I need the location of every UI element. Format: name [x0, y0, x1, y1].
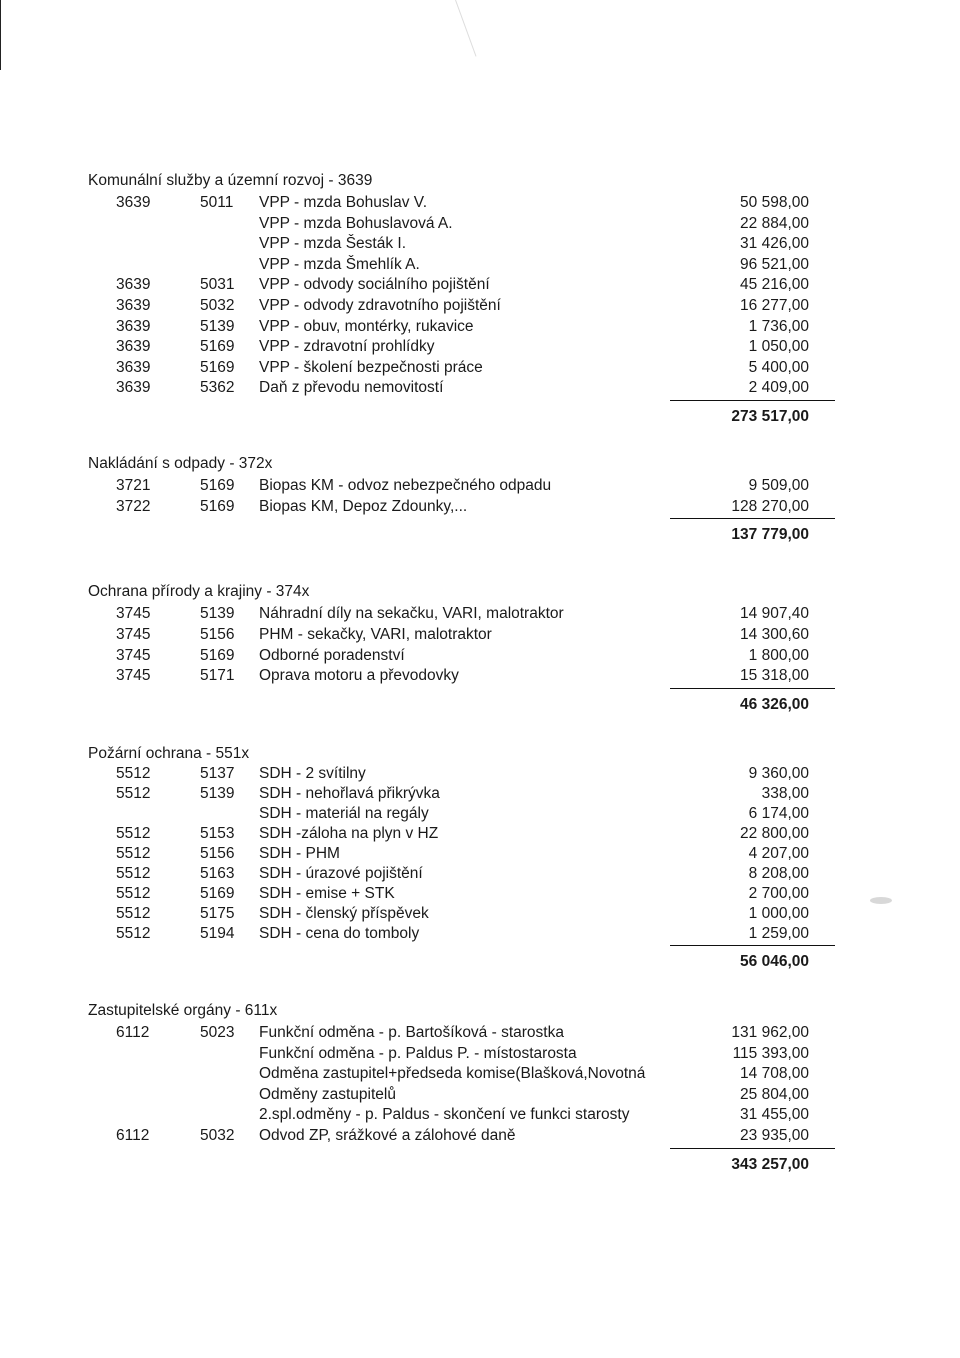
section-title: Požární ochrana - 551x — [88, 745, 250, 762]
item-amount: 14 300,60 — [740, 625, 809, 643]
item-description: Odměny zastupitelů — [259, 1085, 396, 1103]
item-description: VPP - obuv, montérky, rukavice — [259, 317, 474, 335]
item-description: SDH -záloha na plyn v HZ — [259, 825, 439, 842]
item-amount: 4 207,00 — [748, 845, 809, 862]
section-total: 273 517,00 — [731, 408, 809, 425]
table-row — [0, 865, 960, 885]
table-row — [0, 194, 960, 214]
paragraph-code: 5512 — [116, 765, 151, 782]
section-total: 46 326,00 — [740, 696, 809, 714]
item-amount: 131 962,00 — [731, 1024, 809, 1041]
sum-rule — [670, 1148, 835, 1149]
item-description: SDH - členský příspěvek — [259, 905, 429, 922]
paragraph-code: 3639 — [116, 194, 151, 211]
item-amount: 6 174,00 — [748, 805, 809, 822]
table-row — [0, 1045, 960, 1065]
item-description: SDH - materiál na regály — [259, 805, 429, 822]
item-amount: 22 884,00 — [740, 214, 809, 232]
item-description: SDH - cena do tomboly — [259, 925, 420, 942]
table-row — [0, 318, 960, 338]
table-row — [0, 379, 960, 399]
item-amount: 96 521,00 — [740, 255, 809, 273]
item-code: 5032 — [200, 1127, 235, 1144]
item-description: Odvod ZP, srážkové a zálohové daně — [259, 1127, 516, 1144]
table-row — [0, 647, 960, 667]
item-amount: 23 935,00 — [740, 1127, 809, 1144]
table-row — [0, 1106, 960, 1126]
table-row — [0, 885, 960, 905]
table-row — [0, 1127, 960, 1147]
paragraph-code: 3745 — [116, 646, 151, 664]
item-code: 5139 — [200, 785, 235, 802]
paper-crease — [455, 0, 476, 57]
section-title: Zastupitelské orgány - 611x — [88, 1002, 278, 1019]
item-code: 5194 — [200, 925, 235, 942]
table-row — [0, 825, 960, 845]
table-row — [0, 359, 960, 379]
item-description: SDH - PHM — [259, 845, 340, 862]
item-description: Daň z převodu nemovitostí — [259, 379, 444, 397]
table-row — [0, 605, 960, 625]
item-code: 5011 — [200, 194, 234, 211]
item-description: Funkční odměna - p. Paldus P. - místostarosta — [259, 1044, 577, 1062]
scan-edge — [0, 0, 1, 70]
item-code: 5032 — [200, 297, 235, 314]
sum-rule — [670, 518, 835, 519]
item-description: Náhradní díly na sekačku, VARI, malotraktor — [259, 605, 564, 622]
item-description: VPP - zdravotní prohlídky — [259, 338, 435, 356]
item-amount: 15 318,00 — [740, 667, 809, 685]
item-amount: 9 360,00 — [748, 765, 809, 782]
item-code: 5156 — [200, 625, 235, 643]
sum-rule — [670, 400, 835, 401]
item-code: 5169 — [200, 477, 235, 494]
item-amount: 1 259,00 — [748, 925, 809, 942]
paragraph-code: 3639 — [116, 358, 151, 376]
table-row — [0, 498, 960, 518]
item-description: VPP - mzda Bohuslav V. — [259, 194, 428, 211]
paragraph-code: 3639 — [116, 276, 151, 294]
item-description: Biopas KM - odvoz nebezpečného odpadu — [259, 477, 552, 494]
item-code: 5175 — [200, 905, 235, 922]
item-amount: 128 270,00 — [731, 497, 809, 515]
item-amount: 115 393,00 — [732, 1044, 809, 1062]
item-code: 5156 — [200, 845, 235, 862]
table-row — [0, 925, 960, 945]
item-description: VPP - mzda Bohuslavová A. — [259, 214, 453, 232]
item-amount: 5 400,00 — [748, 358, 809, 376]
item-amount: 2 700,00 — [748, 885, 809, 902]
item-amount: 25 804,00 — [740, 1085, 809, 1103]
item-amount: 1 000,00 — [748, 905, 809, 922]
paragraph-code: 5512 — [116, 925, 151, 942]
table-row — [0, 338, 960, 358]
item-amount: 1 800,00 — [748, 646, 809, 664]
item-amount: 16 277,00 — [740, 297, 809, 314]
paragraph-code: 3639 — [116, 297, 151, 314]
item-amount: 50 598,00 — [740, 194, 809, 211]
item-description: Odborné poradenství — [259, 646, 405, 664]
item-code: 5169 — [200, 885, 235, 902]
table-row — [0, 215, 960, 235]
item-code: 5362 — [200, 379, 235, 397]
item-code: 5169 — [200, 646, 235, 664]
paragraph-code: 6112 — [116, 1127, 150, 1144]
table-row — [0, 477, 960, 497]
item-code: 5031 — [200, 276, 235, 294]
paragraph-code: 3639 — [116, 379, 151, 397]
item-amount: 31 455,00 — [740, 1106, 809, 1124]
item-code: 5139 — [200, 317, 235, 335]
table-row — [0, 276, 960, 296]
item-code: 5163 — [200, 865, 235, 882]
item-code: 5023 — [200, 1024, 235, 1041]
section-total: 56 046,00 — [740, 953, 809, 970]
item-amount: 22 800,00 — [740, 825, 809, 842]
table-row — [0, 256, 960, 276]
paragraph-code: 3639 — [116, 338, 151, 356]
item-code: 5139 — [200, 605, 235, 622]
table-row — [0, 765, 960, 785]
table-row — [0, 297, 960, 317]
sum-rule — [670, 945, 835, 946]
paragraph-code: 5512 — [116, 785, 151, 802]
item-amount: 1 050,00 — [748, 338, 809, 356]
paragraph-code: 5512 — [116, 905, 151, 922]
paragraph-code: 3721 — [116, 477, 151, 494]
item-description: Funkční odměna - p. Bartošíková - starostka — [259, 1024, 564, 1041]
paragraph-code: 3745 — [116, 625, 151, 643]
item-code: 5137 — [200, 765, 235, 782]
section-total: 137 779,00 — [731, 526, 809, 544]
item-amount: 45 216,00 — [740, 276, 809, 294]
section-total: 343 257,00 — [731, 1155, 809, 1173]
paragraph-code: 5512 — [116, 865, 151, 882]
item-amount: 14 907,40 — [740, 605, 809, 622]
item-description: VPP - odvody zdravotního pojištění — [259, 297, 501, 314]
table-row — [0, 1024, 960, 1044]
item-description: SDH - 2 svítilny — [259, 765, 366, 782]
item-description: Oprava motoru a převodovky — [259, 667, 459, 685]
item-code: 5153 — [200, 825, 235, 842]
paragraph-code: 3722 — [116, 497, 151, 515]
section-title: Ochrana přírody a krajiny - 374x — [88, 583, 310, 600]
section-title: Komunální služby a územní rozvoj - 3639 — [88, 172, 373, 189]
item-description: VPP - odvody sociálního pojištění — [259, 276, 490, 294]
item-description: VPP - mzda Šesták I. — [259, 235, 407, 253]
item-description: SDH - emise + STK — [259, 885, 395, 902]
item-description: VPP - mzda Šmehlík A. — [259, 255, 420, 273]
item-code: 5171 — [200, 667, 235, 685]
paragraph-code: 5512 — [116, 885, 151, 902]
item-description: Odměna zastupitel+předseda komise(Blašková,Novotná — [259, 1065, 646, 1083]
paragraph-code: 3639 — [116, 317, 151, 335]
table-row — [0, 845, 960, 865]
item-code: 5169 — [200, 338, 235, 356]
item-amount: 338,00 — [761, 785, 809, 802]
table-row — [0, 235, 960, 255]
table-row — [0, 1086, 960, 1106]
item-amount: 14 708,00 — [740, 1065, 809, 1083]
item-amount: 2 409,00 — [748, 379, 809, 397]
item-code: 5169 — [200, 358, 235, 376]
paragraph-code: 3745 — [116, 605, 151, 622]
table-row — [0, 805, 960, 825]
item-description: Biopas KM, Depoz Zdounky,... — [259, 497, 468, 515]
item-amount: 1 736,00 — [748, 317, 809, 335]
table-row — [0, 667, 960, 687]
table-row — [0, 626, 960, 646]
item-description: SDH - nehořlavá přikrývka — [259, 785, 440, 802]
item-amount: 31 426,00 — [740, 235, 809, 253]
paragraph-code: 6112 — [116, 1024, 150, 1041]
paragraph-code: 5512 — [116, 845, 151, 862]
item-description: 2.spl.odměny - p. Paldus - skončení ve funkci starosty — [259, 1106, 630, 1124]
paragraph-code: 3745 — [116, 667, 151, 685]
item-amount: 8 208,00 — [748, 865, 809, 882]
section-title: Nakládání s odpady - 372x — [88, 455, 273, 472]
item-description: SDH - úrazové pojištění — [259, 865, 423, 882]
table-row — [0, 1065, 960, 1085]
paragraph-code: 5512 — [116, 825, 151, 842]
item-code: 5169 — [200, 497, 235, 515]
table-row — [0, 905, 960, 925]
sum-rule — [670, 688, 835, 689]
item-description: PHM - sekačky, VARI, malotraktor — [259, 625, 492, 643]
item-amount: 9 509,00 — [748, 477, 809, 494]
item-description: VPP - školení bezpečnosti práce — [259, 358, 483, 376]
table-row — [0, 785, 960, 805]
